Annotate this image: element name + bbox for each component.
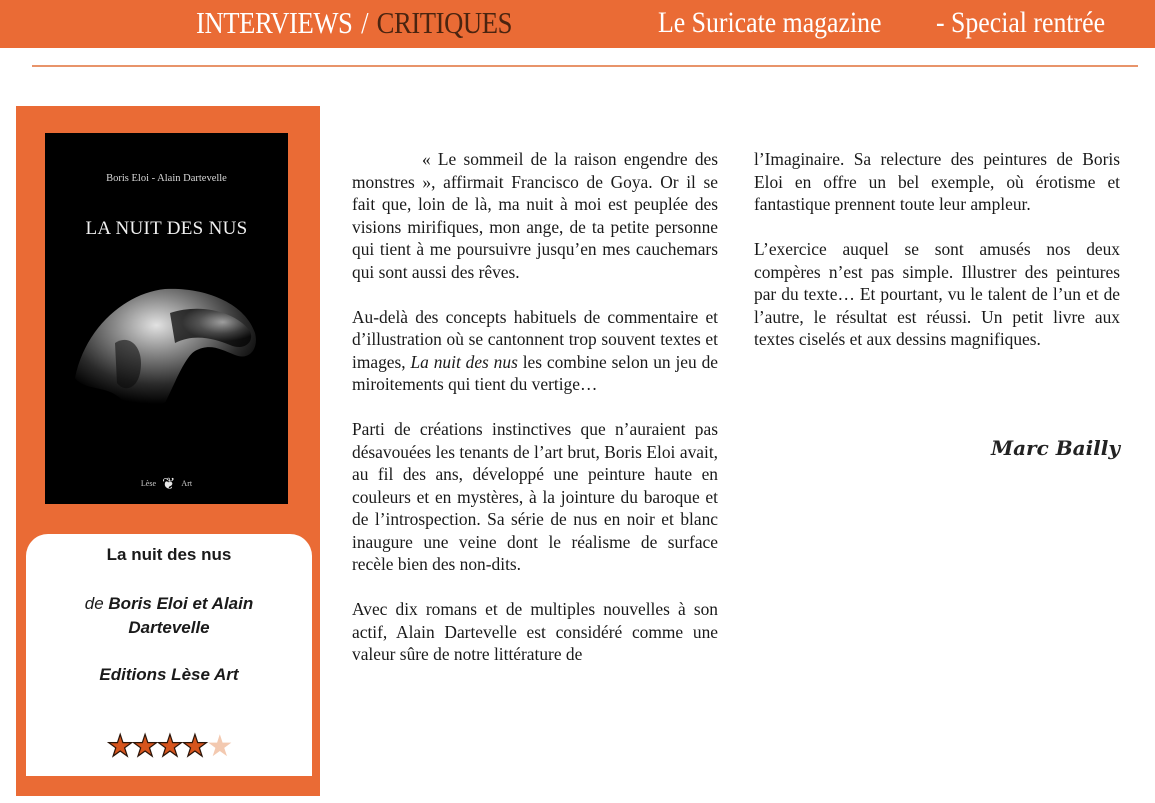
section-interviews: INTERVIEWS [196,5,353,40]
book-sidebar [16,106,320,796]
section-heading [196,5,512,41]
section-critiques: CRITIQUES [376,5,513,40]
article-paragraph: « Le sommeil de la raison engendre des monstres », affirmait Francisco de Goya. Or il se fait que, loin de là, ma nuit à moi est peuplée des visions mirifiques, mon ange, de ta petite personne qui tient à me poursuivre jusqu’en mes cauchemars qui sont aussi des rêves. [352,149,718,282]
book-info-card [26,534,312,776]
article-column-1 [352,148,718,688]
book-publisher: Editions Lèse Art [99,665,239,684]
star-filled-icon: ★ [106,730,132,763]
book-cover [45,133,288,504]
cover-nude-illustration [45,273,288,433]
article-paragraph: Avec dix romans et de multiples nouvelles à son actif, Alain Dartevelle est considéré comme une valeur sûre de notre littérature de [352,599,718,664]
cover-publisher [45,474,288,494]
magazine-name: Le Suricate magazine [658,6,882,39]
cover-publisher-right: Art [181,478,193,488]
book-authors [56,592,282,640]
book-title: La nuit des nus [106,545,232,564]
author-signature: Marc Bailly [990,436,1120,460]
article-paragraph [352,306,718,396]
star-empty-icon: ★ [206,730,232,763]
cover-publisher-left: Lèse [140,478,157,488]
article-paragraph: Parti de créations instinctives que n’auraient pas désavouées les tenants de l’art brut, Boris Eloi avait, au fil des ans, développé une peinture haute en couleurs et en mystères, à la jointure du baroque et de l’introspection. Sa série de nus en noir et blanc inaugure une veine dont le réalisme de surface recèle bien des non-dits. [352,419,718,574]
star-filled-icon: ★ [181,730,207,763]
publisher-logo-icon: ❦ [162,476,176,493]
header-divider [32,65,1138,67]
edition-label: - Special rentrée [936,6,1106,39]
header-band [0,0,1155,48]
star-filled-icon: ★ [156,730,182,763]
paragraph-text: les combine selon un jeu de miroitements qui tient du vertige… [352,351,718,394]
section-separator: / [361,5,369,40]
paragraph-text: Au-delà des concepts habituels de commentaire et d’illustration où se cantonnent trop souvent textes et images, [352,306,718,372]
by-prefix: de [84,594,104,613]
star-filled-icon: ★ [131,730,157,763]
star-rating [26,732,312,762]
book-title-inline: La nuit des nus [410,351,518,372]
author-names: Boris Eloi et Alain Dartevelle [108,594,254,637]
article-paragraph: L’exercice auquel se sont amusés nos deux compères n’est pas simple. Illustrer des peintures par du texte… Et pourtant, vu le talent de l’un et de l’autre, le résultat est réussi. Un petit livre aux textes ciselés et aux dessins magnifiques. [754,239,1120,349]
cover-authors: Boris Eloi - Alain Dartevelle [106,173,227,184]
article-column-2 [754,148,1120,373]
cover-title: LA NUIT DES NUS [85,218,248,239]
article-paragraph: l’Imaginaire. Sa relecture des peintures de Boris Eloi en offre un bel exemple, où érotisme et fantastique prennent toute leur ampleur. [754,149,1120,214]
